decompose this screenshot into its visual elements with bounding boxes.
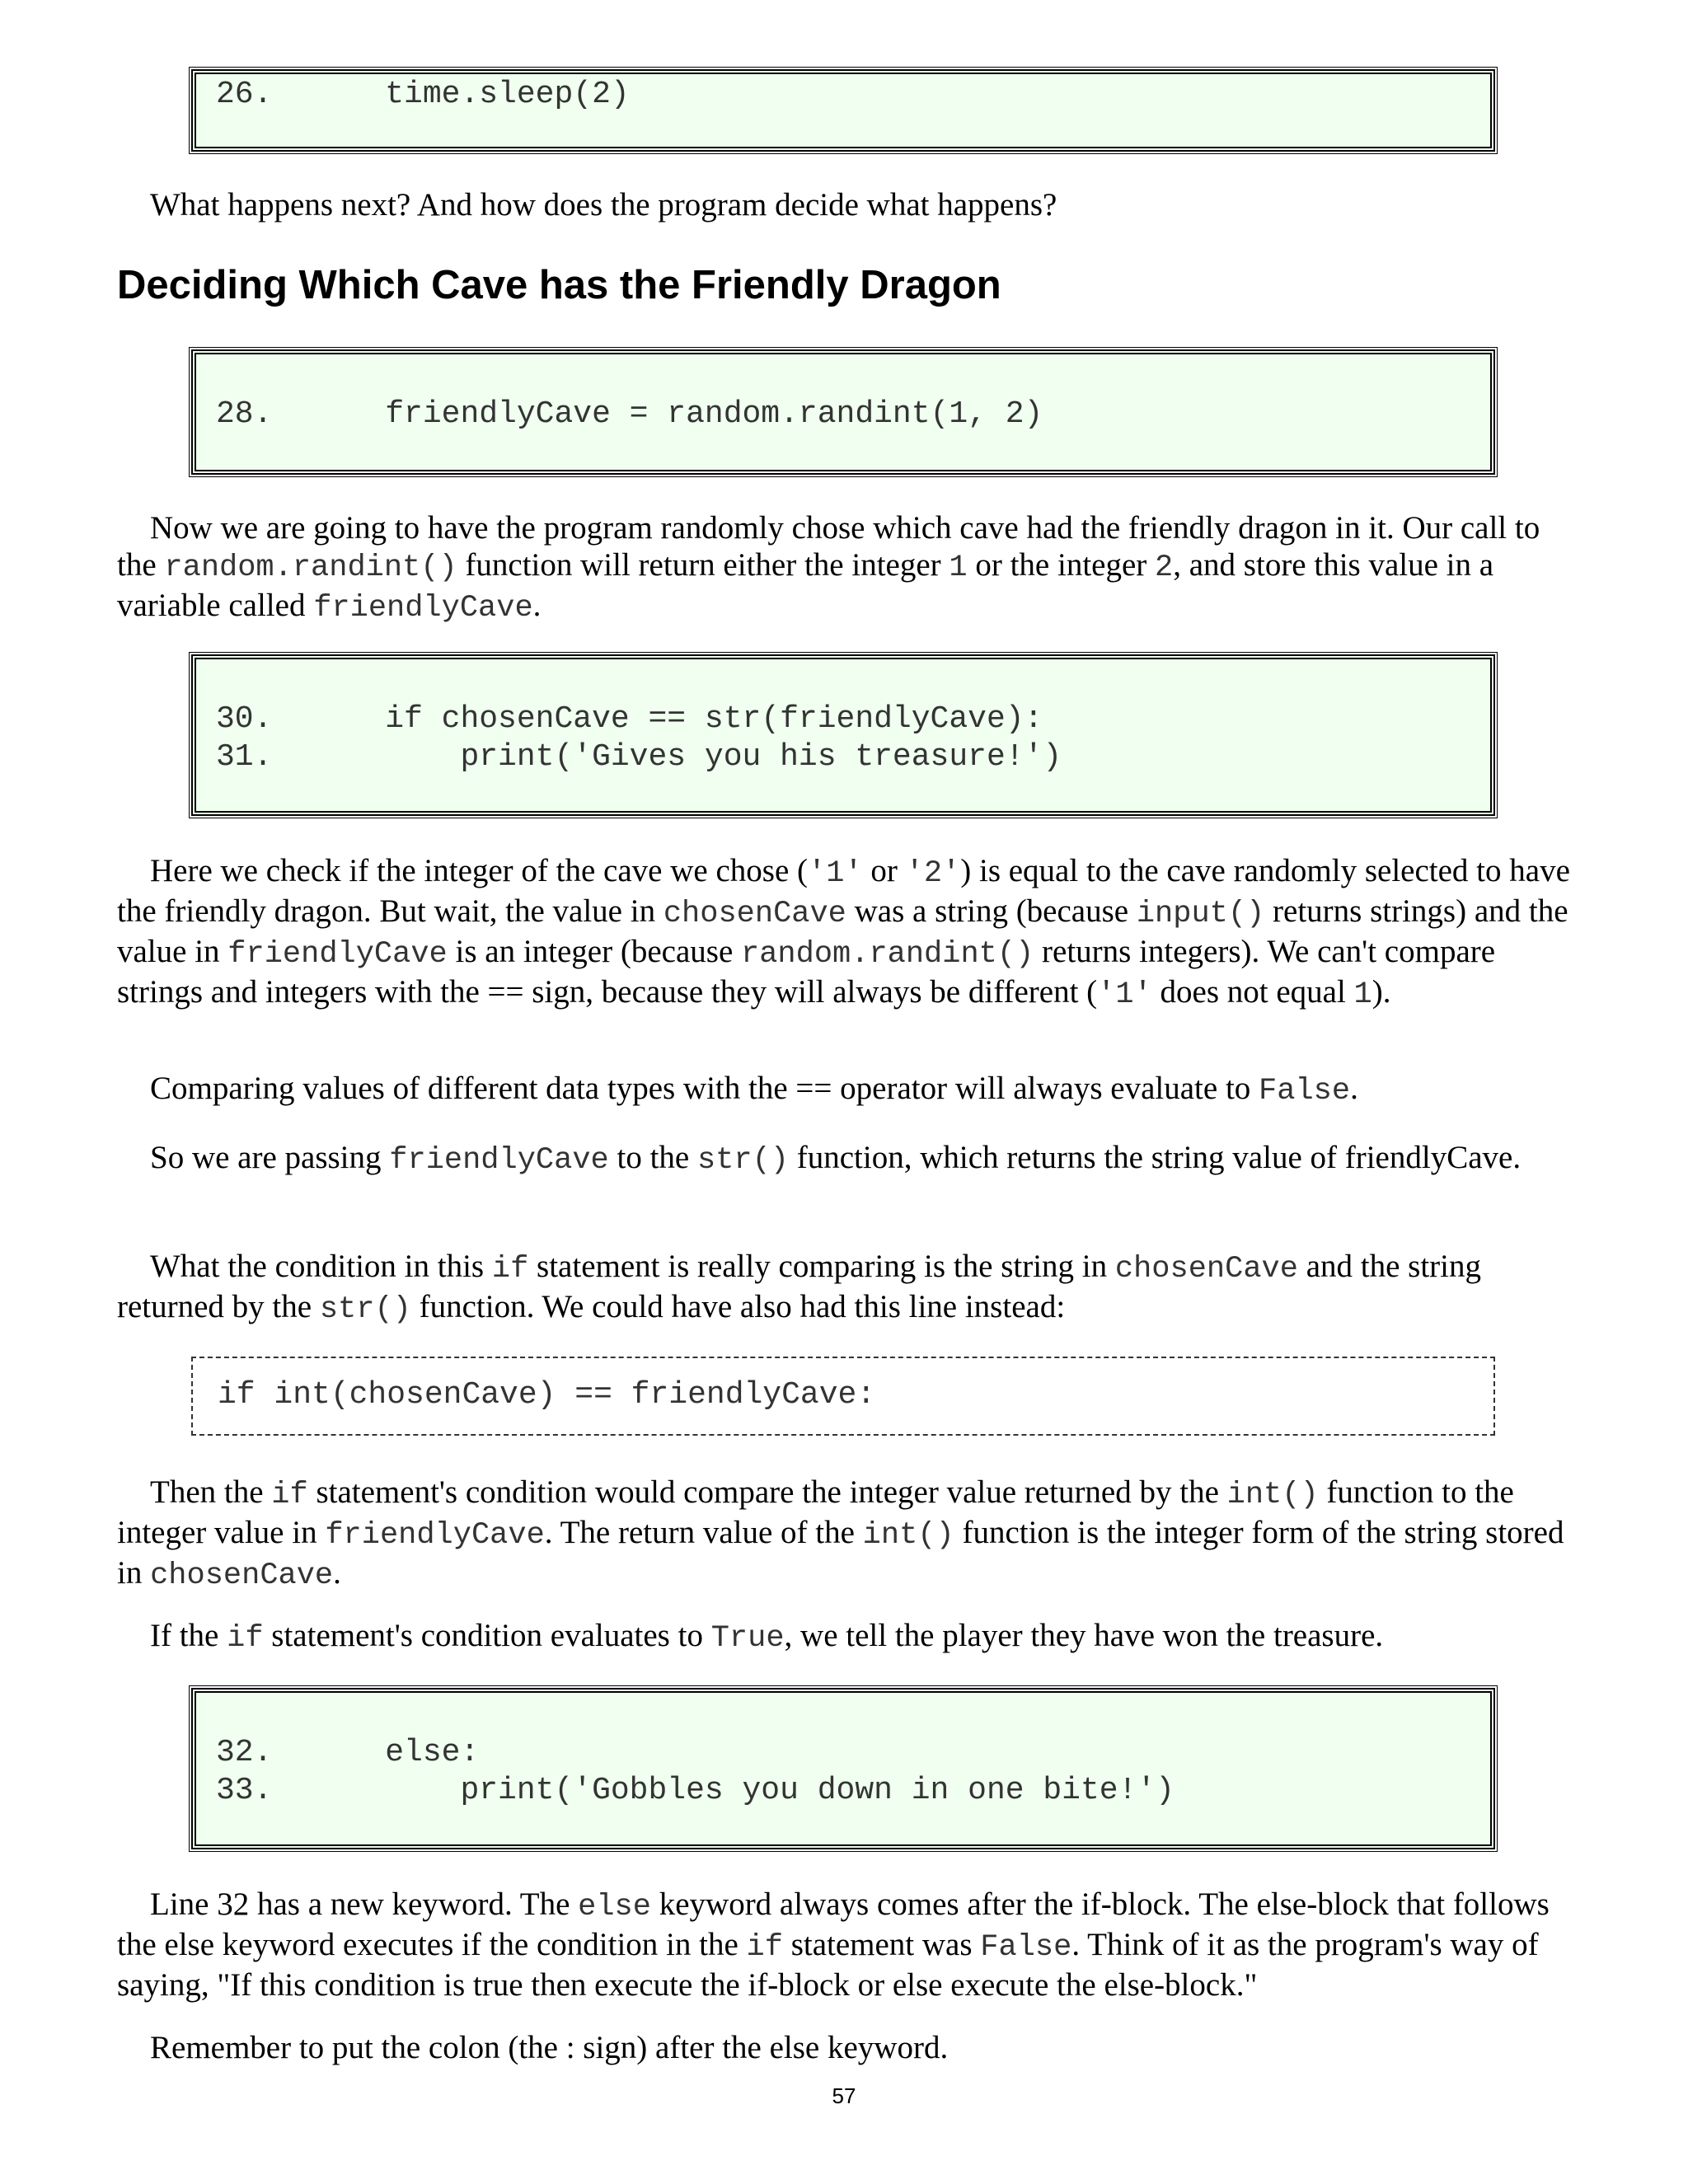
paragraph-random-randint: Now we are going to have the program randomly chose which cave had the friendly dragon in it. Our call to the random.randint() function will return either the integer 1 or the integer 2, and store this value in a variable called friendlyCave.: [117, 510, 1540, 626]
paragraph-false-evaluation: Comparing values of different data types with the == operator will always evaluate to False.: [150, 1071, 1358, 1108]
paragraph-condition: What the condition in this if statement is really comparing is the string in chosenCave and the string returned by the str() function. We could have also had this line instead:: [117, 1249, 1481, 1327]
code-line: if int(chosenCave) == friendlyCave:: [218, 1377, 876, 1413]
code-line: 30. if chosenCave == str(friendlyCave):: [216, 701, 1043, 737]
code-listing-lines-30-31: [191, 654, 1495, 816]
intro-paragraph: What happens next? And how does the program decide what happens?: [150, 187, 1057, 223]
paragraph-true-treasure: If the if statement's condition evaluates to True, we tell the player they have won the treasure.: [150, 1618, 1384, 1656]
paragraph-colon-reminder: Remember to put the colon (the : sign) after the else keyword.: [150, 2030, 949, 2065]
code-listing-lines-32-33: [191, 1688, 1495, 1849]
code-alternative-line: [191, 1357, 1495, 1436]
code-line: 26. time.sleep(2): [216, 77, 630, 112]
code-line: 31. print('Gives you his treasure!'): [216, 739, 1062, 775]
paragraph-str-function: So we are passing friendlyCave to the str() function, which returns the string value of friendlyCave.: [150, 1140, 1522, 1178]
paragraph-compare-types: Here we check if the integer of the cave we chose ('1' or '2') is equal to the cave randomly selected to have the friendly dragon. But wait, the value in chosenCave was a string (because input() returns strings) and the value in friendlyCave is an integer (because random.randint() returns integers). We can't compare strings and integers with the == sign, because they will always be different ('1' does not equal 1).: [117, 853, 1570, 1012]
code-line: 28. friendlyCave = random.randint(1, 2): [216, 396, 1043, 432]
code-line: 32. else:: [216, 1735, 480, 1770]
code-line: 33. print('Gobbles you down in one bite!'): [216, 1773, 1175, 1808]
paragraph-int-function: Then the if statement's condition would compare the integer value returned by the int() function to the integer value in friendlyCave. The return value of the int() function is the integer form of the string stored in chosenCave.: [117, 1474, 1564, 1593]
page-number: 57: [832, 2083, 856, 2108]
code-listing-line-28: [191, 349, 1495, 475]
paragraph-else-keyword: Line 32 has a new keyword. The else keyword always comes after the if-block. The else-block that follows the else keyword executes if the condition in the if statement was False. Think of it as the program's way of saying, "If this condition is true then execute the if-block or else execute the else-block.": [117, 1886, 1550, 2003]
section-heading: Deciding Which Cave has the Friendly Dragon: [117, 263, 1001, 307]
code-listing-line-26: [191, 69, 1495, 152]
